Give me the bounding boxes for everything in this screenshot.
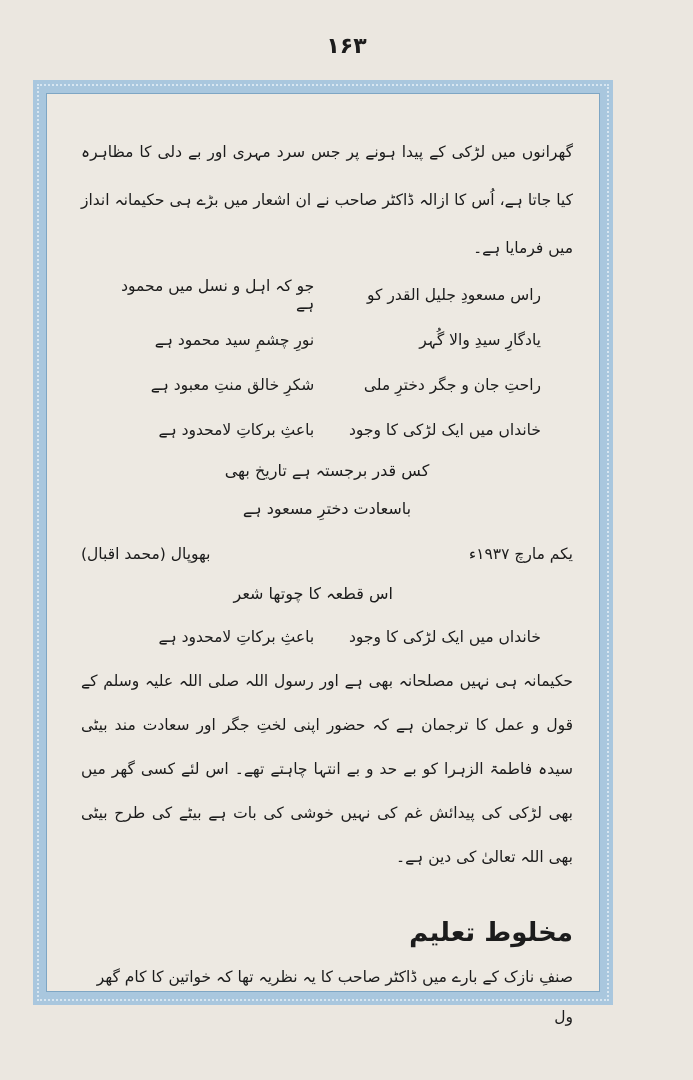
closing-verse: باسعادت دخترِ مسعود ہے bbox=[242, 499, 412, 518]
section-heading: مخلوط تعلیم bbox=[409, 918, 573, 948]
date-signature-row bbox=[81, 534, 573, 574]
decorative-border-frame bbox=[33, 80, 613, 1026]
date-line: یکم مارچ ۱۹۳۷ء bbox=[468, 545, 573, 563]
couplet-first-line: خانداں میں ایک لڑکی کا وجود bbox=[348, 627, 541, 646]
couplet-second-line: باعثِ برکاتِ لامحدود ہے bbox=[158, 627, 315, 646]
poem-couplet bbox=[81, 272, 573, 317]
poem-couplet bbox=[81, 407, 573, 452]
quatrain-heading: اس قطعہ کا چوتھا شعر bbox=[233, 584, 393, 603]
couplet-second-line: جو کہ اہل و نسل میں محمود ہے bbox=[121, 276, 315, 313]
couplet-second-line: نورِ چشمِ سید محمود ہے bbox=[154, 330, 315, 349]
intro-paragraph: گھرانوں میں لڑکی کے پیدا ہونے پر جس سرد مہری اور بے دلی کا مظاہرہ کیا جاتا ہے، اُس کا ازالہ ڈاکٹر صاحب نے ان اشعار میں بڑے ہی حکیمانہ انداز میں فرمایا ہے۔ bbox=[81, 143, 573, 257]
couplet-first-line: راس مسعودِ جلیل القدر کو bbox=[367, 285, 541, 304]
page-content bbox=[47, 94, 599, 1026]
section-first-line: صنفِ نازک کے بارے میں ڈاکٹر صاحب کا یہ نظریہ تھا کہ خواتین کا کام گھر ول bbox=[96, 968, 573, 1026]
closing-verse: کس قدر برجستہ ہے تاریخ بھی bbox=[224, 461, 430, 480]
poem-couplet bbox=[81, 362, 573, 407]
couplet-second-line: باعثِ برکاتِ لامحدود ہے bbox=[158, 420, 315, 439]
signature: بھوپال (محمد اقبال) bbox=[81, 545, 211, 563]
page-number: ۱۶۳ bbox=[326, 34, 367, 59]
couplet-first-line: خانداں میں ایک لڑکی کا وجود bbox=[348, 420, 541, 439]
repeated-couplet bbox=[81, 614, 573, 659]
couplet-second-line: شکرِ خالق منتِ معبود ہے bbox=[150, 375, 315, 394]
explanation-paragraph: حکیمانہ ہی نہیں مصلحانہ بھی ہے اور رسول اللہ صلی اللہ علیہ وسلم کے قول و عمل کا ترجمان ہے کہ حضور اپنی لختِ جگر اور سعادت مند بیٹی سیدہ فاطمۃ الزہرا کو بے حد و بے انتہا چاہتے تھے۔ اس لئے کسی گھر میں بھی لڑکی کی پیدائش غم کی نہیں خوشی کی بات ہے بیٹے کی طرح بیٹی بھی اللہ تعالیٰ کی دین ہے۔ bbox=[81, 672, 573, 866]
poem-couplet bbox=[81, 317, 573, 362]
couplet-first-line: یادگارِ سیدِ والا گُہر bbox=[419, 330, 541, 349]
couplet-first-line: راحتِ جان و جگر دخترِ ملی bbox=[363, 375, 541, 394]
